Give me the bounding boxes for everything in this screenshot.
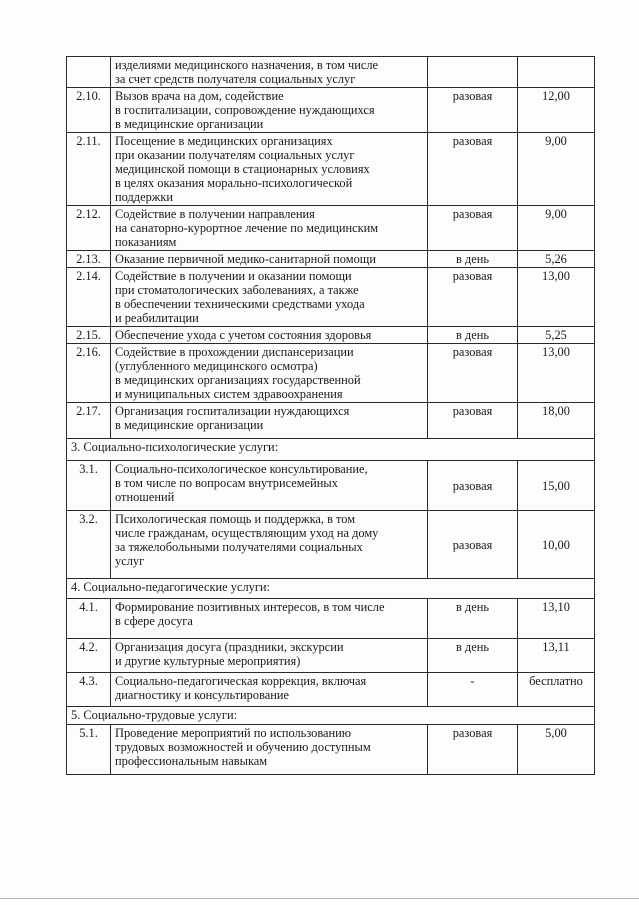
unit-of-measure: разовая bbox=[428, 88, 518, 133]
tariff-value: 5,26 bbox=[518, 251, 595, 268]
service-name bbox=[111, 344, 428, 403]
unit-of-measure: разовая bbox=[428, 461, 518, 511]
service-name-line: изделиями медицинского назначения, в том числе bbox=[115, 58, 379, 72]
section-title: 3. Социально-психологические услуги: bbox=[67, 439, 595, 461]
table-row bbox=[67, 57, 595, 88]
service-name-line: на санаторно-курортное лечение по медицинским bbox=[115, 221, 379, 235]
service-name-line: медицинской помощи в стационарных условиях bbox=[115, 162, 370, 176]
unit-of-measure: разовая bbox=[428, 725, 518, 775]
service-name-line: за счет средств получателя социальных услуг bbox=[115, 72, 356, 86]
service-name-line: Содействие в получении и оказании помощи bbox=[115, 269, 352, 283]
service-name-line: показаниям bbox=[115, 235, 177, 249]
service-name-line: трудовых возможностей и обучению доступным bbox=[115, 740, 371, 754]
item-number: 3.1. bbox=[67, 461, 111, 511]
service-name-line: в медицинских организациях государственной bbox=[115, 373, 361, 387]
service-name bbox=[111, 639, 428, 673]
service-name-line: поддержки bbox=[115, 190, 173, 204]
service-name-line: Социально-педагогическая коррекция, включая bbox=[115, 674, 367, 688]
service-name bbox=[111, 268, 428, 327]
page-bottom-rule bbox=[0, 898, 639, 899]
unit-of-measure: разовая bbox=[428, 268, 518, 327]
tariff-value: 13,00 bbox=[518, 268, 595, 327]
item-number bbox=[67, 57, 111, 88]
service-name bbox=[111, 251, 428, 268]
service-name-line: в медицинские организации bbox=[115, 117, 264, 131]
section-header-row bbox=[67, 439, 595, 461]
table-row bbox=[67, 327, 595, 344]
table-row bbox=[67, 251, 595, 268]
service-name-line: профессиональным навыкам bbox=[115, 754, 268, 768]
item-number: 2.12. bbox=[67, 206, 111, 251]
service-name-line: Организация досуга (праздники, экскурсии bbox=[115, 640, 344, 654]
service-name-line: при оказании получателям социальных услуг bbox=[115, 148, 355, 162]
table-row bbox=[67, 511, 595, 579]
service-name bbox=[111, 511, 428, 579]
unit-of-measure: разовая bbox=[428, 133, 518, 206]
service-name-line: Обеспечение ухода с учетом состояния здоровья bbox=[115, 328, 372, 342]
table-row bbox=[67, 599, 595, 639]
service-name-line: Социально-психологическое консультирование, bbox=[115, 462, 368, 476]
table-row bbox=[67, 725, 595, 775]
service-name-line: Проведение мероприятий по использованию bbox=[115, 726, 352, 740]
item-number: 2.15. bbox=[67, 327, 111, 344]
service-name bbox=[111, 327, 428, 344]
service-name bbox=[111, 599, 428, 639]
service-name-line: в госпитализации, сопровождение нуждающихся bbox=[115, 103, 375, 117]
tariff-value: 13,11 bbox=[518, 639, 595, 673]
unit-of-measure: разовая bbox=[428, 344, 518, 403]
service-name-line: и муниципальных систем здравоохранения bbox=[115, 387, 343, 401]
unit-of-measure: - bbox=[428, 673, 518, 707]
service-name-line: услуг bbox=[115, 554, 145, 568]
tariff-value: 5,00 bbox=[518, 725, 595, 775]
unit-of-measure: в день bbox=[428, 327, 518, 344]
item-number: 2.14. bbox=[67, 268, 111, 327]
tariff-value bbox=[518, 57, 595, 88]
service-name-line: за тяжелобольными получателями социальных bbox=[115, 540, 363, 554]
item-number: 4.1. bbox=[67, 599, 111, 639]
service-name-line: Содействие в прохождении диспансеризации bbox=[115, 345, 354, 359]
service-name bbox=[111, 206, 428, 251]
service-name-line: в обеспечении техническими средствами ухода bbox=[115, 297, 365, 311]
tariff-value: 13,00 bbox=[518, 344, 595, 403]
section-title: 4. Социально-педагогические услуги: bbox=[67, 579, 595, 599]
service-name bbox=[111, 133, 428, 206]
item-number: 2.16. bbox=[67, 344, 111, 403]
tariff-value: 10,00 bbox=[518, 511, 595, 579]
item-number: 4.2. bbox=[67, 639, 111, 673]
service-name bbox=[111, 673, 428, 707]
service-name-line: диагностику и консультирование bbox=[115, 688, 290, 702]
unit-of-measure: разовая bbox=[428, 403, 518, 439]
table-row bbox=[67, 403, 595, 439]
item-number: 3.2. bbox=[67, 511, 111, 579]
service-name-line: (углубленного медицинского осмотра) bbox=[115, 359, 318, 373]
item-number: 4.3. bbox=[67, 673, 111, 707]
tariff-value: бесплатно bbox=[518, 673, 595, 707]
service-name-line: Вызов врача на дом, содействие bbox=[115, 89, 284, 103]
item-number: 2.11. bbox=[67, 133, 111, 206]
table-row bbox=[67, 673, 595, 707]
unit-of-measure bbox=[428, 57, 518, 88]
service-name bbox=[111, 461, 428, 511]
section-title: 5. Социально-трудовые услуги: bbox=[67, 707, 595, 725]
table-row bbox=[67, 88, 595, 133]
service-name bbox=[111, 725, 428, 775]
tariff-value: 9,00 bbox=[518, 133, 595, 206]
table-row bbox=[67, 344, 595, 403]
service-name-line: Психологическая помощь и поддержка, в том bbox=[115, 512, 356, 526]
item-number: 5.1. bbox=[67, 725, 111, 775]
tariff-value: 9,00 bbox=[518, 206, 595, 251]
service-name-line: отношений bbox=[115, 490, 175, 504]
service-name-line: при стоматологических заболеваниях, а также bbox=[115, 283, 359, 297]
service-name-line: Формирование позитивных интересов, в том числе bbox=[115, 600, 385, 614]
service-name-line: Оказание первичной медико-санитарной помощи bbox=[115, 252, 376, 266]
service-name bbox=[111, 403, 428, 439]
service-name-line: Организация госпитализации нуждающихся bbox=[115, 404, 350, 418]
table-row bbox=[67, 206, 595, 251]
section-header-row bbox=[67, 579, 595, 599]
table-row bbox=[67, 133, 595, 206]
table-row bbox=[67, 268, 595, 327]
item-number: 2.13. bbox=[67, 251, 111, 268]
unit-of-measure: разовая bbox=[428, 206, 518, 251]
services-table-body bbox=[67, 57, 595, 775]
service-name-line: Посещение в медицинских организациях bbox=[115, 134, 333, 148]
unit-of-measure: в день bbox=[428, 639, 518, 673]
table-row bbox=[67, 639, 595, 673]
services-table bbox=[66, 56, 595, 775]
tariff-value: 12,00 bbox=[518, 88, 595, 133]
tariff-value: 13,10 bbox=[518, 599, 595, 639]
unit-of-measure: разовая bbox=[428, 511, 518, 579]
service-name-line: и другие культурные мероприятия) bbox=[115, 654, 301, 668]
unit-of-measure: в день bbox=[428, 251, 518, 268]
service-name-line: в том числе по вопросам внутрисемейных bbox=[115, 476, 338, 490]
item-number: 2.17. bbox=[67, 403, 111, 439]
service-name-line: Содействие в получении направления bbox=[115, 207, 315, 221]
service-name-line: в сфере досуга bbox=[115, 614, 193, 628]
unit-of-measure: в день bbox=[428, 599, 518, 639]
service-name bbox=[111, 88, 428, 133]
service-name-line: в целях оказания морально-психологической bbox=[115, 176, 353, 190]
service-name-line: и реабилитации bbox=[115, 311, 199, 325]
tariff-value: 18,00 bbox=[518, 403, 595, 439]
section-header-row bbox=[67, 707, 595, 725]
table-row bbox=[67, 461, 595, 511]
service-name-line: числе гражданам, осуществляющим уход на дому bbox=[115, 526, 379, 540]
service-name-line: в медицинские организации bbox=[115, 418, 264, 432]
service-name bbox=[111, 57, 428, 88]
tariff-value: 5,25 bbox=[518, 327, 595, 344]
item-number: 2.10. bbox=[67, 88, 111, 133]
tariff-value: 15,00 bbox=[518, 461, 595, 511]
